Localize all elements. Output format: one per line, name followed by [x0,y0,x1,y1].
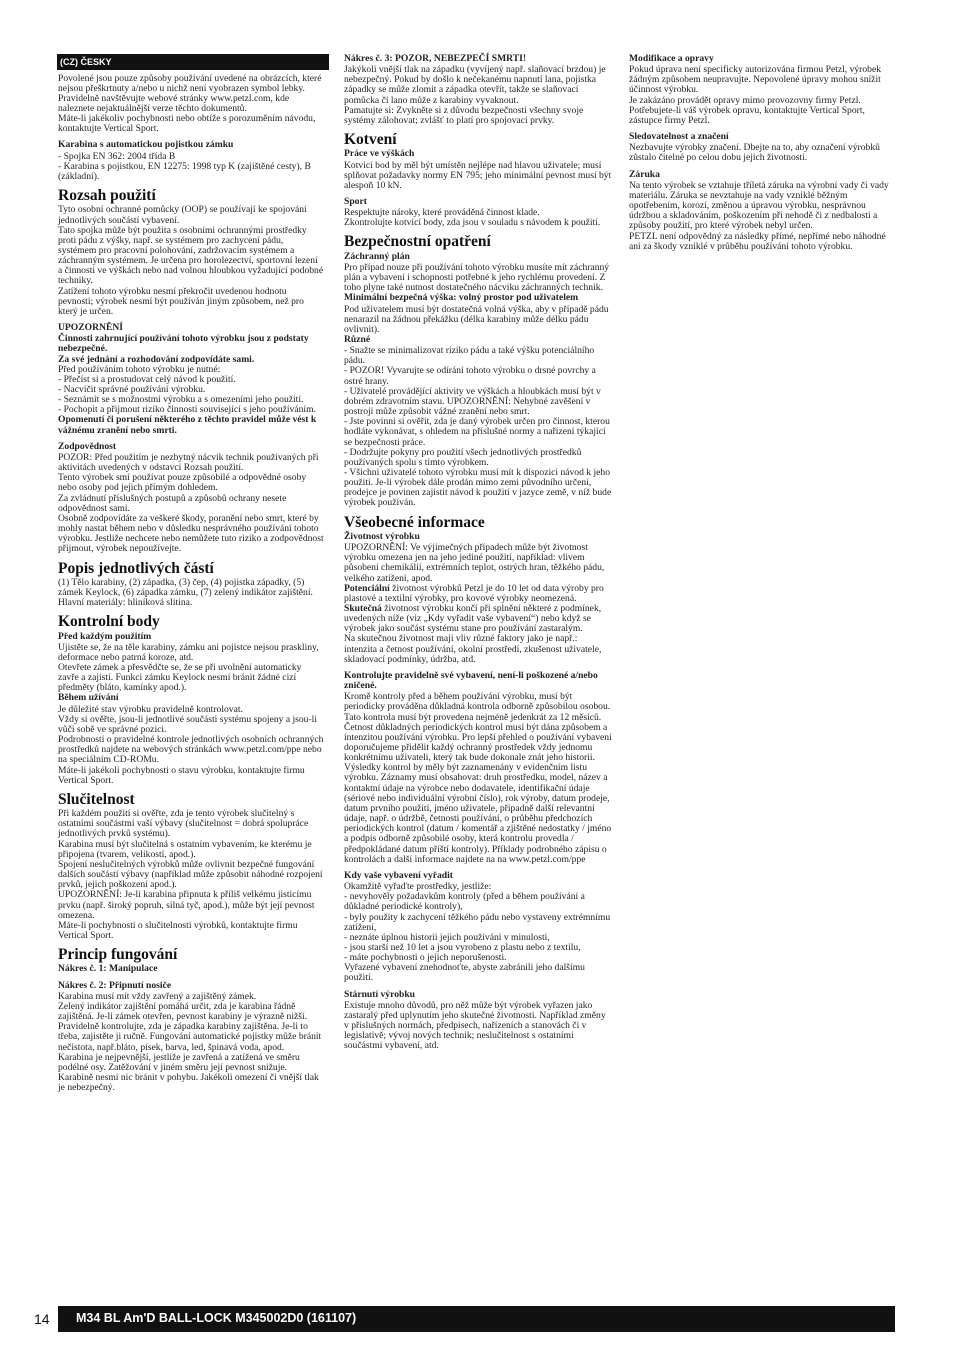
kontrolni-heading: Kontrolní body [58,613,160,631]
footer-product-code: M34 BL Am'D BALL-LOCK M345002D0 (161107) [76,1311,357,1325]
column-3 [629,54,895,252]
vseobecne-sub-4: Stárnutí výrobku [344,988,415,1000]
language-header: (CZ) ČESKY [57,54,329,70]
vseobecne-text-3: Okamžitě vyřaďte prostředky, jestliže: - nevyhověly požadavkům kontroly (před a během používání a důkladné periodické kontroly), - byly použity k zachycení těžkého pádu nebo vystaveny extrémnímu zatížení, - neznáte úplnou historii jejich používání v minulosti, - jsou starší než 10 let a jsou vyrobeno z plastu nebo z textilu, - máte pochybnosti o jejich neporušenosti. Vyřazené vybavení znehodnoťte, abyste zabránili jeho dalšímu použití. [344,881,611,984]
slucitelnost-text: Při každém použití si ověřte, zda je tento výrobek slučitelný s ostatními součástmi vaší výbavy (slučitelnost = dobrá spolupráce jednotlivých prvků systému). Karabina musí být slučitelná s ostatním vybavením, ke kterému je připojena (tvarem, velikostí, apod.). Spojení neslučitelných výrobků může ovlivnit bezpečné fungování dalších součástí výbavy (například může způsobit náhodné rozpojení prvků, jejich poškození apod.). UPOZORNĚNÍ: Je-li karabina připnuta k příliš velkému jisticímu prvku (např. široký popruh, silná tyč, apod.), může být její pevnost omezena. Máte-li pochybnosti o slučitelnosti výrobků, kontaktujte firmu Vertical Sport. [58,808,323,941]
karabina-text: - Spojka EN 362: 2004 třída B - Karabina s pojistkou, EN 12275: 1998 typ K (zajištěné cesty), B (základní). [58,150,311,182]
sledovatelnost-heading: Sledovatelnost a značení [629,131,729,143]
kotveni-sub-2: Sport [344,195,367,207]
upozorneni-text: Před používáním tohoto výrobku je nutné: - Přečíst si a prostudovat celý návod k použití. - Nacvičit správné používání výrobku. - Seznámit se s možnostmi výrobku a s omezeními jeho použití. - Pochopit a přijmout riziko činnosti související s jeho používáním. [58,363,316,416]
vseobecne-text-4: Existuje mnoho důvodů, pro něž může být výrobek vyřazen jako zastaralý před uplynutím jeho skutečné životnosti. Například změny v příslušných normách, předpisech, nařízeních a stanovách či v legislativě; vývoj nových technik; neslučitelnost s ostatními součástmi vybavení, atd. [344,999,606,1052]
upozorneni-bold-1: Činnosti zahrnující používání tohoto výrobku jsou z podstaty nebezpečné. Za své jednání a rozhodování zodpovídáte sami. [58,333,309,365]
princip-text-3: Jakýkoli vnější tlak na západku (vyvíjený např. slaňovací brzdou) je nebezpečný. Pokud by došlo k nečekanému napnutí lana, pojistka západky se může zlomit a západka otevřít, takže se slaňovací pomůcka či lano může z karabiny vyvaknout. Pamatujte si: Zvykněte si z důvodu bezpečnosti všechny svoje systémy zálohovat; zvlášť to platí pro spojovací prvky. [344,64,606,126]
skutecna-text: životnost výrobku končí při splnění některé z podmínek, uvedených níže (viz „Kdy vyřadit vaše vybavení“) nebo když se výrobek jako součást systému stane pro používání zastaralým. Na skutečnou životnost mají vliv různé faktory jako je např.: intenzita a četnost používání, okolní prostředí, zkušenost uživatele, skladovací podmínky, údržba, atd. [344,602,602,665]
kontrolni-sub-1: Před každým použitím [58,630,152,642]
bezpecnostni-sub-2: Minimální bezpečná výška: volný prostor pod uživatelem [344,292,579,304]
zodpovednost-text: POZOR: Před použitím je nezbytný nácvik technik používaných při aktivitách uvedených v odstavci Rozsah použití. Tento výrobek smí používat pouze způsobilé a odpovědné osoby nebo osoby pod jejich přímým dohledem. Za zvládnutí příslušných postupů a způsobů ochrany nesete odpovědnost sami. Osobně zodpovídáte za veškeré škody, poranění nebo smrt, které by mohly nastat během nebo v důsledku nesprávného používání tohoto výrobku. Jestliže nechcete nebo nemůžete tuto riziko a zodpovědnost přijmout, výrobek nepoužívejte. [58,451,324,555]
sledovatelnost-text: Nezbavujte výrobky značení. Dbejte na to, aby označení výrobků zůstalo čitelné po celou dobu jejich životnosti. [629,142,880,164]
vseobecne-sub-1: Životnost výrobku [344,530,420,542]
column-2 [344,54,612,1052]
kotveni-sub-1: Práce ve výškách [344,148,415,160]
rozsah-heading: Rozsah použití [58,187,156,205]
zaruka-text: Na tento výrobek se vztahuje tříletá záruka na výrobní vady či vady materiálu. Záruka se nevztahuje na vady vzniklé běžným opotřebením, korozí, změnou a úpravou výrobku, nesprávnou údržbou a skladováním, poškozením při nehodě či z nedbalosti a způsoby použití, pro které výrobek nebyl určen. PETZL není odpovědný za následky přímé, nepřímé nebo náhodné ani za škody vzniklé v průběhu používání tohoto výrobku. [629,179,889,252]
modifikace-text: Pokud úprava není specificky autorizována firmou Petzl, výrobek žádným způsobem neupravujte. Nepovolené úpravy mohou snížit účinnost výrobku. Je zakázáno provádět opravy mimo provozovny firmy Petzl. Potřebujete-li váš výrobek opravu, kontaktujte Vertical Sport, zástupce firmy Petzl. [629,64,882,126]
kotveni-heading: Kotvení [344,131,397,149]
princip-sub-1: Nákres č. 1: Manipulace [58,963,158,975]
bezpecnostni-sub-1: Záchranný plán [344,250,410,262]
zodpovednost-heading: Zodpovědnost [58,440,117,452]
vseobecne-text-1a: UPOZORNĚNÍ: Ve výjimečných případech může být životnost výrobku omezena jen na jeho jediné použití, například: vlivem působení chemikálií, extrémních teplot, ostrých hran, těžkého pádu, velkého zatížení, apod. [344,542,605,584]
kontrolni-text-1: Ujistěte se, že na těle karabiny, zámku ani pojistce nejsou praskliny, deformace nebo patrná koroze, atd. Otevřete zámek a přesvědčte se, že se při uvolnění automaticky zavře a zajistí. Funkci zámku Keylock nesmí bránit žádné cizí předměty (bláto, kamínky apod.). [58,641,319,694]
vseobecne-sub-3: Kdy vaše vybavení vyřadit [344,869,454,881]
bezpecnostni-heading: Bezpečnostní opatření [344,233,491,251]
page-number: 14 [34,1311,50,1327]
vseobecne-text-2: Kromě kontroly před a během používání výrobku, musí být periodicky prováděna důkladná kontrola odborně způsobilou osobou. Tato kontrola musí být provedena nejméně jedenkrát za 12 měsíců. Četnost důkladných periodických kontrol musí být dána způsobem a intenzitou používání výrobku. Pro lepší přehled o používání vybavení doporučujeme přidělit každý ochranný prostředek vždy jednomu konkrétnímu uživateli, který tak bude dokonale znát jeho historii. Výsledky kontrol by měly být zaznamenány v evidenčním listu výrobku. Záznamy musí obsahovat: druh prostředku, model, název a kontaktní údaje na výrobce nebo dodavatele, identifikační údaje (sériové nebo individuální výrobní číslo), rok výroby, datum prodeje, datum prvního použití, jméno uživatele, případně další relevantní údaje, např. o údržbě, četnosti používání, o průběhu předchozích periodických kontrol (datum / komentář a zjištěné nedostatky / jméno a podpis odborně způsobilé osoby, která kontrolu provedla / předpokládané datum příští kontroly). Příklady podrobného zápisu o kontrolách a další informace najdete na na www.petzl.com/ppe [344,691,612,865]
kontrolni-text-2: Je důležité stav výrobku pravidelně kontrolovat. Vždy si ověřte, jsou-li jednotlivé součásti systému spojeny a jsou-li vůči sobě ve správné pozici. Podrobnosti o pravidelné kontrole jednotlivých osobních ochranných prostředků najdete na webových stránkách www.petzl.com/ppe nebo na speciálním CD-ROMu. Máte-li jakékoli pochybnosti o stavu výrobku, kontaktujte firmu Vertical Sport. [58,703,324,786]
modifikace-heading: Modifikace a opravy [629,53,714,64]
princip-text-2: Karabina musí mít vždy zavřený a zajištěný zámek. Zelený indikátor zajištění pomáhá určit, zda je karabina řádně zajištěná. Je-li zámek otevřen, pevnost karabiny je výrazně nižší. Pravidelně kontrolujte, zda je západka karabiny zajištěna. Je-li to třeba, zajistěte ji ručně. Fungování automatické pojistky může bránit nečistota, např.bláto, písek, barva, led, špinavá voda, apod. Karabina je nejpevnější, jestliže je zavřená a zatížená ve směru podélné osy. Zatěžování v jiném směru její pevnost snižuje. Karabině nesmí nic bránit v pohybu. Jakékoli omezení či vnější tlak je nebezpečný. [58,990,322,1094]
popis-text: (1) Tělo karabiny, (2) západka, (3) čep, (4) pojistka západky, (5) zámek Keylock, (6) západka zámku, (7) zelený indikátor zajištění. Hlavní materiály: hliníková slitina. [58,576,313,609]
karabina-heading: Karabina s automatickou pojistkou zámku [58,139,234,151]
princip-sub-3: Nákres č. 3: POZOR, NEBEZPEČÍ SMRTI! [344,53,527,64]
slucitelnost-heading: Slučitelnost [58,790,135,808]
vseobecne-text-1b [344,584,612,604]
column-1 [58,54,324,1093]
vseobecne-text-1c [344,604,612,665]
potencialni-text: životnost výrobků Petzl je do 10 let od data výroby pro plastové a textilní výrobky, pro kovové výrobky neomezená. [344,582,604,604]
popis-heading: Popis jednotlivých částí [58,559,214,577]
upozorneni-bold-2: Opomenutí či porušení některého z těchto pravidel může vést k vážnému zranění nebo smrti. [58,414,317,436]
princip-heading: Princip fungování [58,946,178,964]
vseobecne-sub-2: Kontrolujte pravidelně své vybavení, není-li poškozené a/nebo zničené. [344,669,598,692]
page-footer [0,1305,954,1335]
rozsah-text: Tyto osobní ochranné pomůcky (OOP) se používají ke spojování jednotlivých součástí vybavení. Tato spojka může být použita s osobními ochrannými prostředky proti pádu z výšky, např. se systémem pro zachycení pádu, systémem pro pracovní polohování, zadržovacím systémem a záchranným systémem. Je určena pro horolezectví, sportovní lezení a činnosti ve výškách nebo nad volnou hloubkou vyžadující podobné techniky. Zatížení tohoto výrobku nesmí překročit uvedenou hodnotu pevnosti; výrobek nesmí být používán jiným způsobem, než pro který je určen. [58,204,324,317]
footer-bar [58,1306,895,1332]
vseobecne-heading: Všeobecné informace [344,513,485,531]
princip-sub-2: Nákres č. 2: Připnutí nosiče [58,979,172,991]
kotveni-text-1: Kotvicí bod by měl být umístěn nejlépe nad hlavou uživatele; musí splňovat požadavky normy EN 795; jeho minimální pevnost musí být alespoň 10 kN. [344,159,612,191]
kontrolni-sub-2: Během užívání [58,692,119,704]
upozorneni-heading: UPOZORNĚNÍ [58,322,124,334]
bezpecnostni-sub-3: Různé [344,333,371,345]
bezpecnostni-text-2: Pod uživatelem musí být dostatečná volná výška, aby v případě pádu nenarazil na žádnou překážku (délka karabiny může délku pádu ovlivnit). [344,303,609,335]
zaruka-heading: Záruka [629,168,660,180]
kotveni-text-2: Respektujte nároky, které prováděná činnost klade. Zkontrolujte kotvicí body, zda jsou v souladu s návodem k použití. [344,207,601,229]
bezpecnostni-text-1: Pro případ nouze při používání tohoto výrobku musíte mít záchranný plán a vybavení i schopnosti potřebné k jeho rychlému provedení. Z toho plyne také nutnost dostatečného nácviku záchranných technik. [344,261,610,294]
bezpecnostni-text-3: - Snažte se minimalizovat riziko pádu a také výšku potenciálního pádu. - POZOR! Vyvarujte se odírání tohoto výrobku o drsné povrchy a ostré hrany. - Uživatelé provádějící aktivity ve výškách a hloubkách musí být v dobrém zdravotním stavu. UPOZORNĚNÍ: Nehybné zavěšení v postroji může způsobit vážné zranění nebo smrt. - Jste povinni si ověřit, zda je daný výrobek určen pro činnost, kterou hodláte vykonávat, s ohledem na příslušné normy a nařízení týkající se bezpečnosti práce. - Dodržujte pokyny pro použití všech jednotlivých prostředků používaných spolu s tímto výrobkem. - Všichni uživatelé tohoto výrobku musí mít k dispozici návod k jeho použití. Je-li výrobek dále prodán mimo zemi původního určení, prodejce je povinen zajistit návod k použití v jazyce země, v níž bude výrobek používán. [344,345,612,509]
potencialni-lead: Potenciální [344,582,390,594]
intro-text: Povolené jsou pouze způsoby používání uvedené na obrázcích, které nejsou přeškrtnuty a/nebo u nichž není vyobrazen symbol lebky. Pravidelně navštěvujte webové stránky www.petzl.com, kde naleznete nejaktuálnější verze těchto dokumentů. Máte-li jakékoliv pochybnosti nebo obtíže s porozuměním návodu, kontaktujte Vertical Sport. [58,72,322,135]
skutecna-lead: Skutečná [344,602,382,614]
